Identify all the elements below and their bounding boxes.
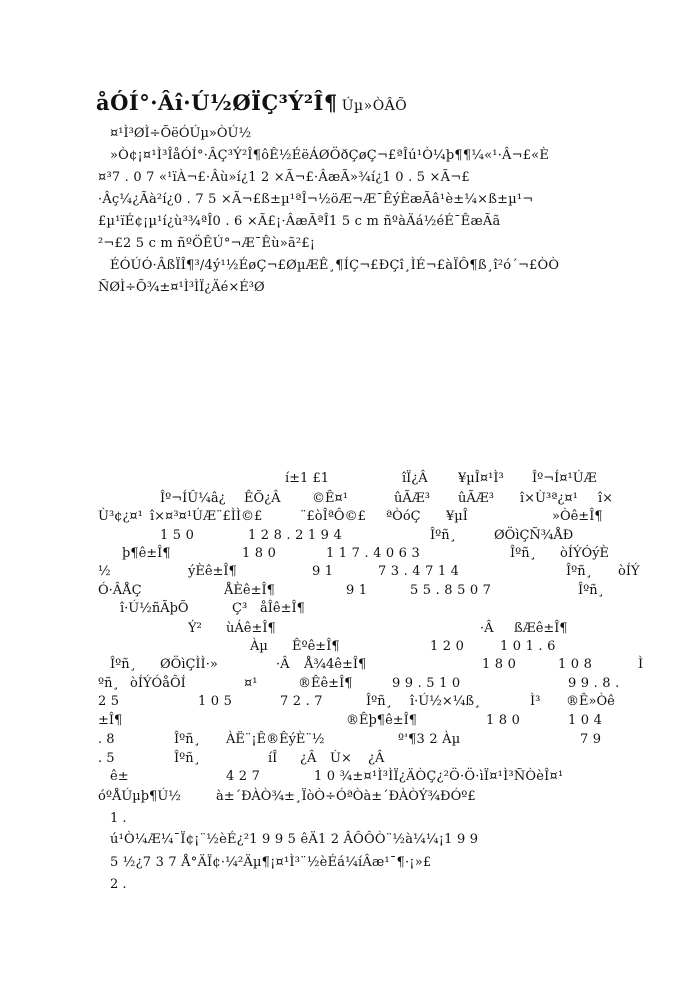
table-cell: ©Ê¤¹ — [312, 491, 348, 506]
table-cell: 1 0 4 — [568, 713, 603, 728]
table-cell: Îºñ¸ — [174, 751, 201, 766]
table-cell: Ý² — [188, 621, 202, 636]
table-cell: Êºê±Î¶ — [292, 639, 340, 654]
table-cell: Àµ — [250, 639, 268, 654]
doc-line: ÑØÌ÷Õ¾±¤¹Ì³ÌÏ¿Äé×É³Ø — [98, 280, 265, 295]
table-cell: º'¶3 2 Àµ — [398, 732, 461, 747]
table-cell: »Òê±Î¶ — [552, 509, 603, 524]
table-cell: Ù³¢¿¤¹ — [98, 509, 143, 524]
table-cell: Îºñ¸ — [430, 528, 457, 543]
table-cell: Ù× — [330, 751, 352, 766]
table-cell: îÏ¿Â — [402, 471, 428, 486]
document-title — [96, 90, 407, 115]
table-cell: î·Ú½×¼ß¸ — [410, 694, 481, 709]
table-cell: Îºñ¸ — [566, 564, 593, 579]
table-cell: ¿Â — [368, 751, 385, 766]
table-cell: Ì³ — [530, 694, 541, 709]
table-cell: Ç³ — [232, 601, 248, 616]
table-cell: . 8 — [98, 732, 115, 747]
table-cell: î×¤³¤¹ÚÆ¨£ÌÌ©£ — [150, 509, 263, 524]
table-cell: 1 0 5 — [198, 694, 233, 709]
table-cell: 9 1 — [346, 583, 368, 598]
doc-line: à±´ÐÀÒ¾±¸ÏòÒ÷ÓªÒà±´ÐÀÒÝ¾ÐÓº£ — [216, 789, 476, 804]
table-cell: 1 0 8 — [558, 657, 593, 672]
table-cell: ®Ê»Òê — [566, 694, 615, 709]
table-cell: íÎ — [268, 751, 278, 766]
table-cell: Îºñ¸ — [578, 583, 605, 598]
table-cell: ®Êþ¶ê±Î¶ — [346, 713, 418, 728]
table-cell: Îº¬Í¤¹ÚÆ — [532, 471, 597, 486]
table-cell: ªÒóÇ — [386, 509, 421, 524]
doc-line: ÉÓÚÓ·ÂßÏÎ¶³/4ý¹½ÉøÇ¬£ØµÆÊ¸¶ÍÇ¬£ÐÇî¸ÌÉ¬£àÏÔ¶ß¸î²ó´¬£ÒÒ — [110, 258, 560, 273]
table-cell: Îºñ¸ — [366, 694, 393, 709]
table-cell: 7 3 . 4 7 1 4 — [378, 564, 460, 579]
table-cell: ÀË¨¡Ê®ÊýÈ¨½ — [226, 732, 325, 747]
table-cell: ûÃÆ³ — [394, 491, 430, 506]
table-cell: 7 2 . 7 — [280, 694, 323, 709]
doc-line: ·Âç¼¿Ãà²í¿0 . 7 5 ×Ã¬£ß±µ¹ªÎ¬½öÆ¬Æ¯ÊýÈæÃâ¹è±¼×ß±µ¹¬ — [98, 192, 534, 207]
doc-line: óºÅÚµþ¶Ú½ — [98, 789, 181, 804]
table-cell: ßÆê±Î¶ — [514, 621, 568, 636]
table-cell: 1 2 0 — [430, 639, 465, 654]
table-cell: Ì — [638, 657, 644, 672]
table-cell: ØÖìÇÑ¾ÅÐ — [494, 528, 574, 543]
table-cell: 1 8 0 — [482, 657, 517, 672]
table-cell: 9 1 — [312, 564, 334, 579]
table-cell: 7 9 — [580, 732, 602, 747]
table-cell: î× — [598, 491, 614, 506]
table-cell: î×Ù³ª¿¤¹ — [520, 491, 578, 506]
table-cell: . 5 — [98, 751, 115, 766]
reference-line: ú¹Ò¼Æ¼¯Ï¢¡¨½èÉ¿²1 9 9 5 êÄ1 2 ÂÔÔÒ¨½à¼¼¡1 9 9 — [110, 832, 479, 847]
table-cell: ê± — [110, 769, 129, 784]
table-cell: Îºñ¸ — [110, 657, 137, 672]
table-cell: ÊÕ¿Â — [244, 491, 281, 506]
doc-line: ¤³7 . 0 7 «¹ïÀ¬£·Âù»í¿1 2 ×Ã¬£·ÂæÃ»¾í¿1 0 . 5 ×Ã¬£ — [98, 170, 470, 185]
table-cell: åÎê±Î¶ — [260, 601, 305, 616]
table-cell: Îºñ¸ — [510, 546, 537, 561]
table-cell: 1 5 0 — [160, 528, 195, 543]
table-cell: Îº¬ÍÛ¼â¿ — [160, 491, 226, 506]
reference-number: 1 . — [110, 811, 127, 826]
table-cell: 1 8 0 — [486, 713, 521, 728]
table-cell: ÅÈê±Î¶ — [224, 583, 275, 598]
table-cell: 1 2 8 . 2 1 9 4 — [248, 528, 342, 543]
table-cell: 4 2 7 — [226, 769, 261, 784]
table-cell: ýÈê±Î¶ — [188, 564, 237, 579]
table-cell: 5 5 . 8 5 0 7 — [410, 583, 492, 598]
reference-line: 5 ½¿7 3 7 Å°ÄÏ¢·¼²Äµ¶¡¤¹Ì³¨½èÉá¼íÂæ¹¯¶·¡»£ — [110, 855, 432, 870]
table-cell: ¿Â — [300, 751, 317, 766]
table-caption: í±1 £1 — [285, 471, 329, 486]
doc-line: £µ¹ïÉ¢¡µ¹í¿ù³¾ªÎ0 . 6 ×Ã£¡·ÂæÃªÎ1 5 c m ñºàÄá½éÉ¯ÊæÃã — [98, 214, 501, 229]
table-cell: ºñ¸ — [98, 676, 119, 691]
table-cell: 9 9 . 8 . — [568, 676, 620, 691]
table-cell: òÍÝÓýÈ — [560, 546, 610, 561]
table-cell: ùÁê±Î¶ — [226, 621, 276, 636]
table-cell: ±Î¶ — [98, 713, 123, 728]
table-cell: Îºñ¸ — [174, 732, 201, 747]
table-cell: ·Â — [276, 657, 290, 672]
table-cell: 1 1 7 . 4 0 6 3 — [326, 546, 420, 561]
table-cell: ¥µÎ¤¹Ì³ — [458, 471, 504, 486]
table-cell: ·Â — [480, 621, 494, 636]
table-cell: 1 0 1 . 6 — [500, 639, 556, 654]
table-cell: ¤¹ — [244, 676, 258, 691]
document-title-suffix: Úµ»ÒÂÕ — [341, 98, 408, 114]
table-cell: ®Êê±Î¶ — [298, 676, 353, 691]
table-cell: ½ — [98, 564, 111, 579]
table-cell: 1 8 0 — [242, 546, 277, 561]
doc-line: ¤¹Ì³ØÌ÷ÕëÓÚµ»ÒÚ½ — [110, 126, 252, 141]
document-title-text: åÓÍ°·Âî·Ú½ØÏÇ³Ý²Î¶ — [96, 90, 338, 115]
reference-number: 2 . — [110, 877, 127, 892]
table-cell: Å¾4ê±Î¶ — [304, 657, 367, 672]
doc-line: »Ò¢¡¤¹Ì³ÎåÓÍ°·ÂÇ³Ý²Î¶ôÊ½ÉëÁØÖðÇøÇ¬£ªÎú¹Ò¼þ¶¶¼«¹·Â¬£«È — [110, 148, 550, 163]
table-cell: 2 5 — [98, 694, 120, 709]
table-cell: ¨£òÎªÔ©£ — [300, 509, 366, 524]
table-cell: î·Ú½ñÃþÕ — [120, 601, 189, 616]
table-cell: òÍÝ — [618, 564, 640, 579]
doc-line: ²¬£2 5 c m ñºÖÊÚ°¬Æ¯Êù»ã²£¡ — [98, 236, 316, 251]
table-cell: ûÃÆ³ — [458, 491, 494, 506]
table-cell: Ó·ÂÅÇ — [98, 583, 142, 598]
table-cell: þ¶ê±Î¶ — [122, 546, 171, 561]
table-note: 1 0 ¾±¤¹Ì³ÌÏ¿ÄÒÇ¿²Ö·Ö·ìÏ¤¹Ì³ÑÒèÎ¤¹ — [314, 769, 564, 784]
table-cell: ¥µÎ — [446, 509, 468, 524]
table-cell: ØÖìÇÌÌ·» — [160, 657, 218, 672]
table-cell: òÍÝÓåÔÍ — [130, 676, 186, 691]
table-cell: 9 9 . 5 1 0 — [392, 676, 461, 691]
